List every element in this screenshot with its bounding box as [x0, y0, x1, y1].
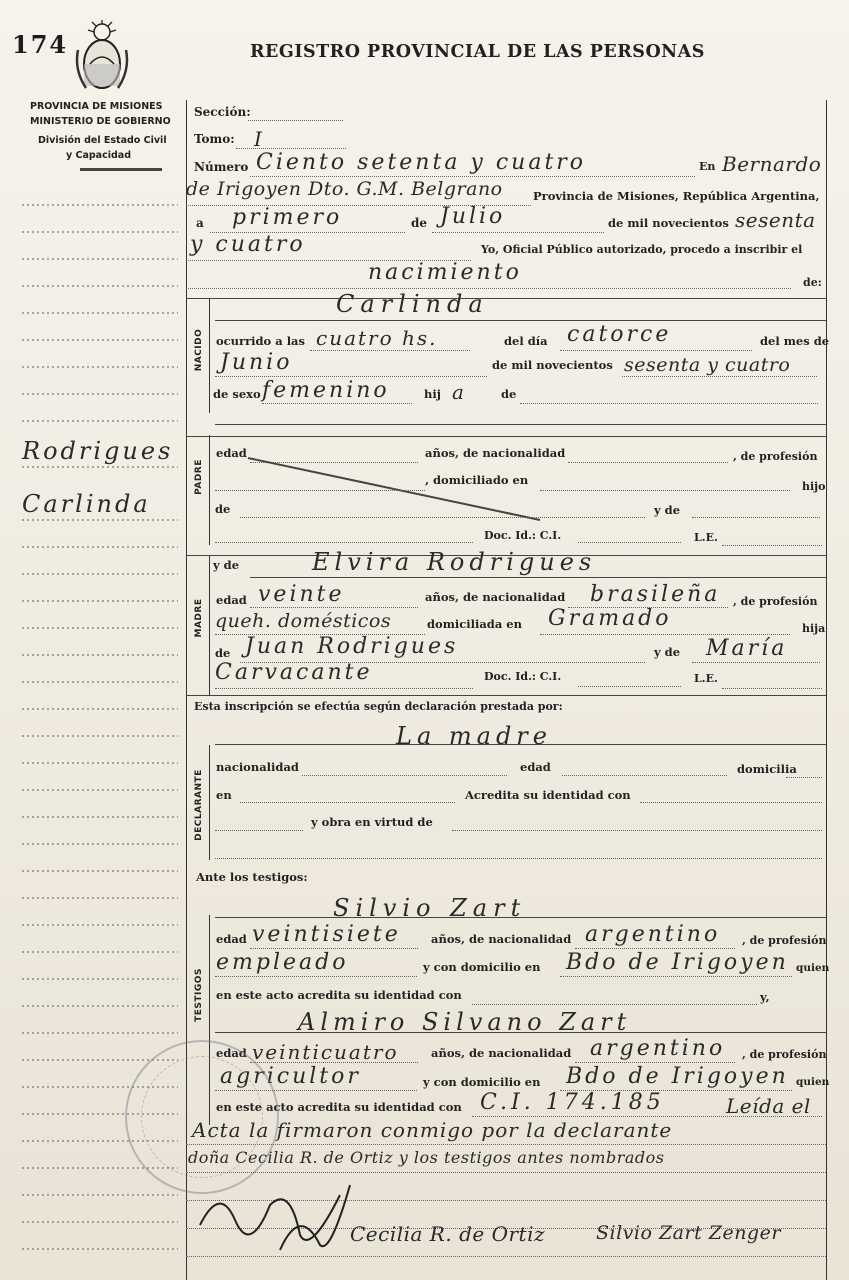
cierre-line-2: doña Cecilia R. de Ortiz y los testigos antes nombrados	[188, 1148, 665, 1167]
madre-edad-label: edad	[216, 593, 247, 607]
document-title: REGISTRO PROVINCIAL DE LAS PERSONAS	[250, 42, 705, 62]
padre-nac-label: años, de nacionalidad	[425, 446, 566, 460]
province-label: PROVINCIA DE MISIONES	[30, 101, 163, 112]
t2-acredita-label: en este acto acredita su identidad con	[216, 1100, 462, 1114]
testigo-2-edad-value: veinticuatro	[252, 1040, 399, 1064]
padre-prof-label: , de profesión	[733, 450, 818, 463]
dia-nac-value: catorce	[567, 322, 672, 347]
signature-declarante: Cecilia R. de Ortiz	[350, 1222, 546, 1246]
madre-nac-value: brasileña	[590, 582, 721, 607]
de-label-2: de	[501, 387, 517, 401]
de-mil-novecientos-label: de mil novecientos	[608, 216, 729, 230]
padre-side-label: PADRE	[194, 459, 204, 495]
testigo-1-edad-value: veintisiete	[252, 922, 401, 947]
madre-prof-value: queh. domésticos	[215, 610, 392, 632]
ocurrido-label: ocurrido a las	[216, 334, 305, 348]
testigo-1-nac-value: argentino	[585, 922, 721, 947]
padre-hijo-label: hijo	[802, 480, 826, 493]
signature-testigo: Silvio Zart Zenger	[596, 1222, 781, 1244]
testigo-1-prof-value: empleado	[216, 950, 349, 975]
hij-value: a	[452, 380, 465, 404]
hij-label: hij	[424, 387, 441, 401]
mes-nac-value: Junio	[220, 350, 293, 375]
decl-nac-label: nacionalidad	[216, 760, 299, 774]
provincia-label: Provincia de Misiones, República Argentina,	[533, 189, 820, 203]
de-mil-nov-2-label: de mil novecientos	[492, 358, 613, 372]
a-label: a	[196, 216, 204, 230]
testigos-label: Ante los testigos:	[196, 870, 308, 884]
declarante-side-label: DECLARANTE	[194, 769, 204, 841]
nacido-side-label: NACIDO	[194, 328, 204, 372]
testigo-2-prof-value: agricultor	[220, 1064, 361, 1089]
hora-value: cuatro hs.	[316, 326, 438, 350]
testigo-1-dom-value: Bdo de Irigoyen	[566, 950, 789, 975]
ci-value: C.I. 174.185	[480, 1090, 665, 1115]
madre-side-label: MADRE	[194, 598, 204, 638]
numero-label: Número	[194, 160, 249, 174]
de-sexo-label: de sexo	[213, 387, 261, 401]
anio-nac-value: sesenta y cuatro	[624, 354, 791, 376]
padre-doc-label: Doc. Id.: C.I.	[484, 529, 562, 542]
tomo-label: Tomo:	[194, 132, 235, 146]
padre-dom-label: , domiciliado en	[425, 473, 529, 487]
cierre-line-1: Acta la firmaron conmigo por la declarante	[192, 1118, 673, 1142]
de-label-1: de	[411, 216, 428, 230]
madre-madre-2-value: Carvacante	[215, 660, 373, 685]
official-signature-icon	[190, 1165, 360, 1260]
sexo-value: femenino	[262, 378, 390, 403]
madre-le-label: L.E.	[694, 672, 718, 685]
t1-acredita-label: en este acto acredita su identidad con	[216, 988, 462, 1002]
inscripcion-label: Esta inscripción se efectúa según declaración prestada por:	[194, 700, 563, 713]
madre-y-de-2-label: y de	[654, 645, 681, 659]
madre-dom-value: Gramado	[548, 606, 672, 631]
madre-prof-label: , de profesión	[733, 595, 818, 608]
numero-value: Ciento setenta y cuatro	[256, 150, 587, 175]
decl-edad-label: edad	[520, 760, 551, 774]
division-label-1: División del Estado Civil	[38, 135, 167, 146]
del-mes-label: del mes de	[760, 334, 830, 348]
lugar-1-value: Bernardo	[722, 152, 822, 176]
padre-y-de-label: y de	[654, 503, 681, 517]
decl-acredita-label: Acredita su identidad con	[465, 788, 631, 802]
testigo-2-value: Almiro Silvano Zart	[298, 1008, 632, 1036]
anio-2-value: y cuatro	[190, 232, 306, 257]
en-label: En	[699, 160, 716, 173]
del-dia-label: del día	[504, 334, 548, 348]
madre-nombre-value: Elvira Rodrigues	[312, 548, 597, 576]
declarante-value: La madre	[396, 722, 552, 750]
dia-value: primero	[232, 205, 343, 230]
padre-le-label: L.E.	[694, 531, 718, 544]
de-colon-label: de:	[803, 276, 822, 289]
margin-surname: Rodrigues	[22, 437, 174, 465]
oficial-label: Yo, Oficial Público autorizado, procedo a inscribir el	[481, 243, 803, 256]
ministry-label: MINISTERIO DE GOBIERNO	[30, 116, 171, 127]
t1-edad-label: edad	[216, 932, 247, 946]
madre-madre-1-value: María	[706, 636, 788, 661]
margin-given-name: Carlinda	[22, 490, 151, 518]
t2-nac-label: años, de nacionalidad	[431, 1046, 572, 1060]
madre-hija-label: hija	[802, 622, 826, 635]
madre-de-label: de	[215, 646, 231, 660]
madre-edad-value: veinte	[258, 582, 345, 607]
acto-value: nacimiento	[368, 260, 522, 285]
testigo-2-dom-value: Bdo de Irigoyen	[566, 1064, 789, 1089]
t2-quien-label: quien	[796, 1076, 830, 1088]
madre-doc-label: Doc. Id.: C.I.	[484, 670, 562, 683]
madre-y-de-label: y de	[213, 558, 240, 572]
madre-dom-label: domiciliada en	[427, 617, 522, 631]
madre-padre-value: Juan Rodrigues	[245, 634, 459, 659]
decl-en-label: en	[216, 788, 232, 802]
t1-prof-label: , de profesión	[742, 934, 827, 947]
lugar-2-value: de Irigoyen Dto. G.M. Belgrano	[186, 178, 503, 200]
t2-prof-label: , de profesión	[742, 1048, 827, 1061]
madre-nac-label: años, de nacionalidad	[425, 590, 566, 604]
mes-value: Julio	[440, 204, 506, 229]
t1-dom-label: y con domicilio en	[423, 960, 541, 974]
testigo-1-value: Silvio Zart	[333, 894, 527, 922]
t1-quien-label: quien	[796, 962, 830, 974]
padre-de-label: de	[215, 502, 231, 516]
record-number: 174	[12, 30, 69, 59]
t1-nac-label: años, de nacionalidad	[431, 932, 572, 946]
tomo-value: I	[254, 127, 263, 151]
decl-domicilia-label: domicilia	[737, 762, 797, 776]
nombre-value: Carlinda	[336, 290, 489, 318]
t1-y-label: y,	[760, 990, 770, 1004]
seccion-label: Sección:	[194, 105, 251, 119]
decl-obra-label: y obra en virtud de	[311, 815, 433, 829]
anio-1-value: sesenta	[735, 208, 816, 232]
t2-edad-label: edad	[216, 1046, 247, 1060]
leida-value: Leída el	[726, 1094, 811, 1118]
testigo-2-nac-value: argentino	[590, 1036, 726, 1061]
strike-line	[240, 452, 550, 532]
division-label-2: y Capacidad	[66, 150, 131, 161]
t2-dom-label: y con domicilio en	[423, 1075, 541, 1089]
testigos-side-label: TESTIGOS	[194, 968, 204, 1022]
padre-edad-label: edad	[216, 446, 247, 460]
